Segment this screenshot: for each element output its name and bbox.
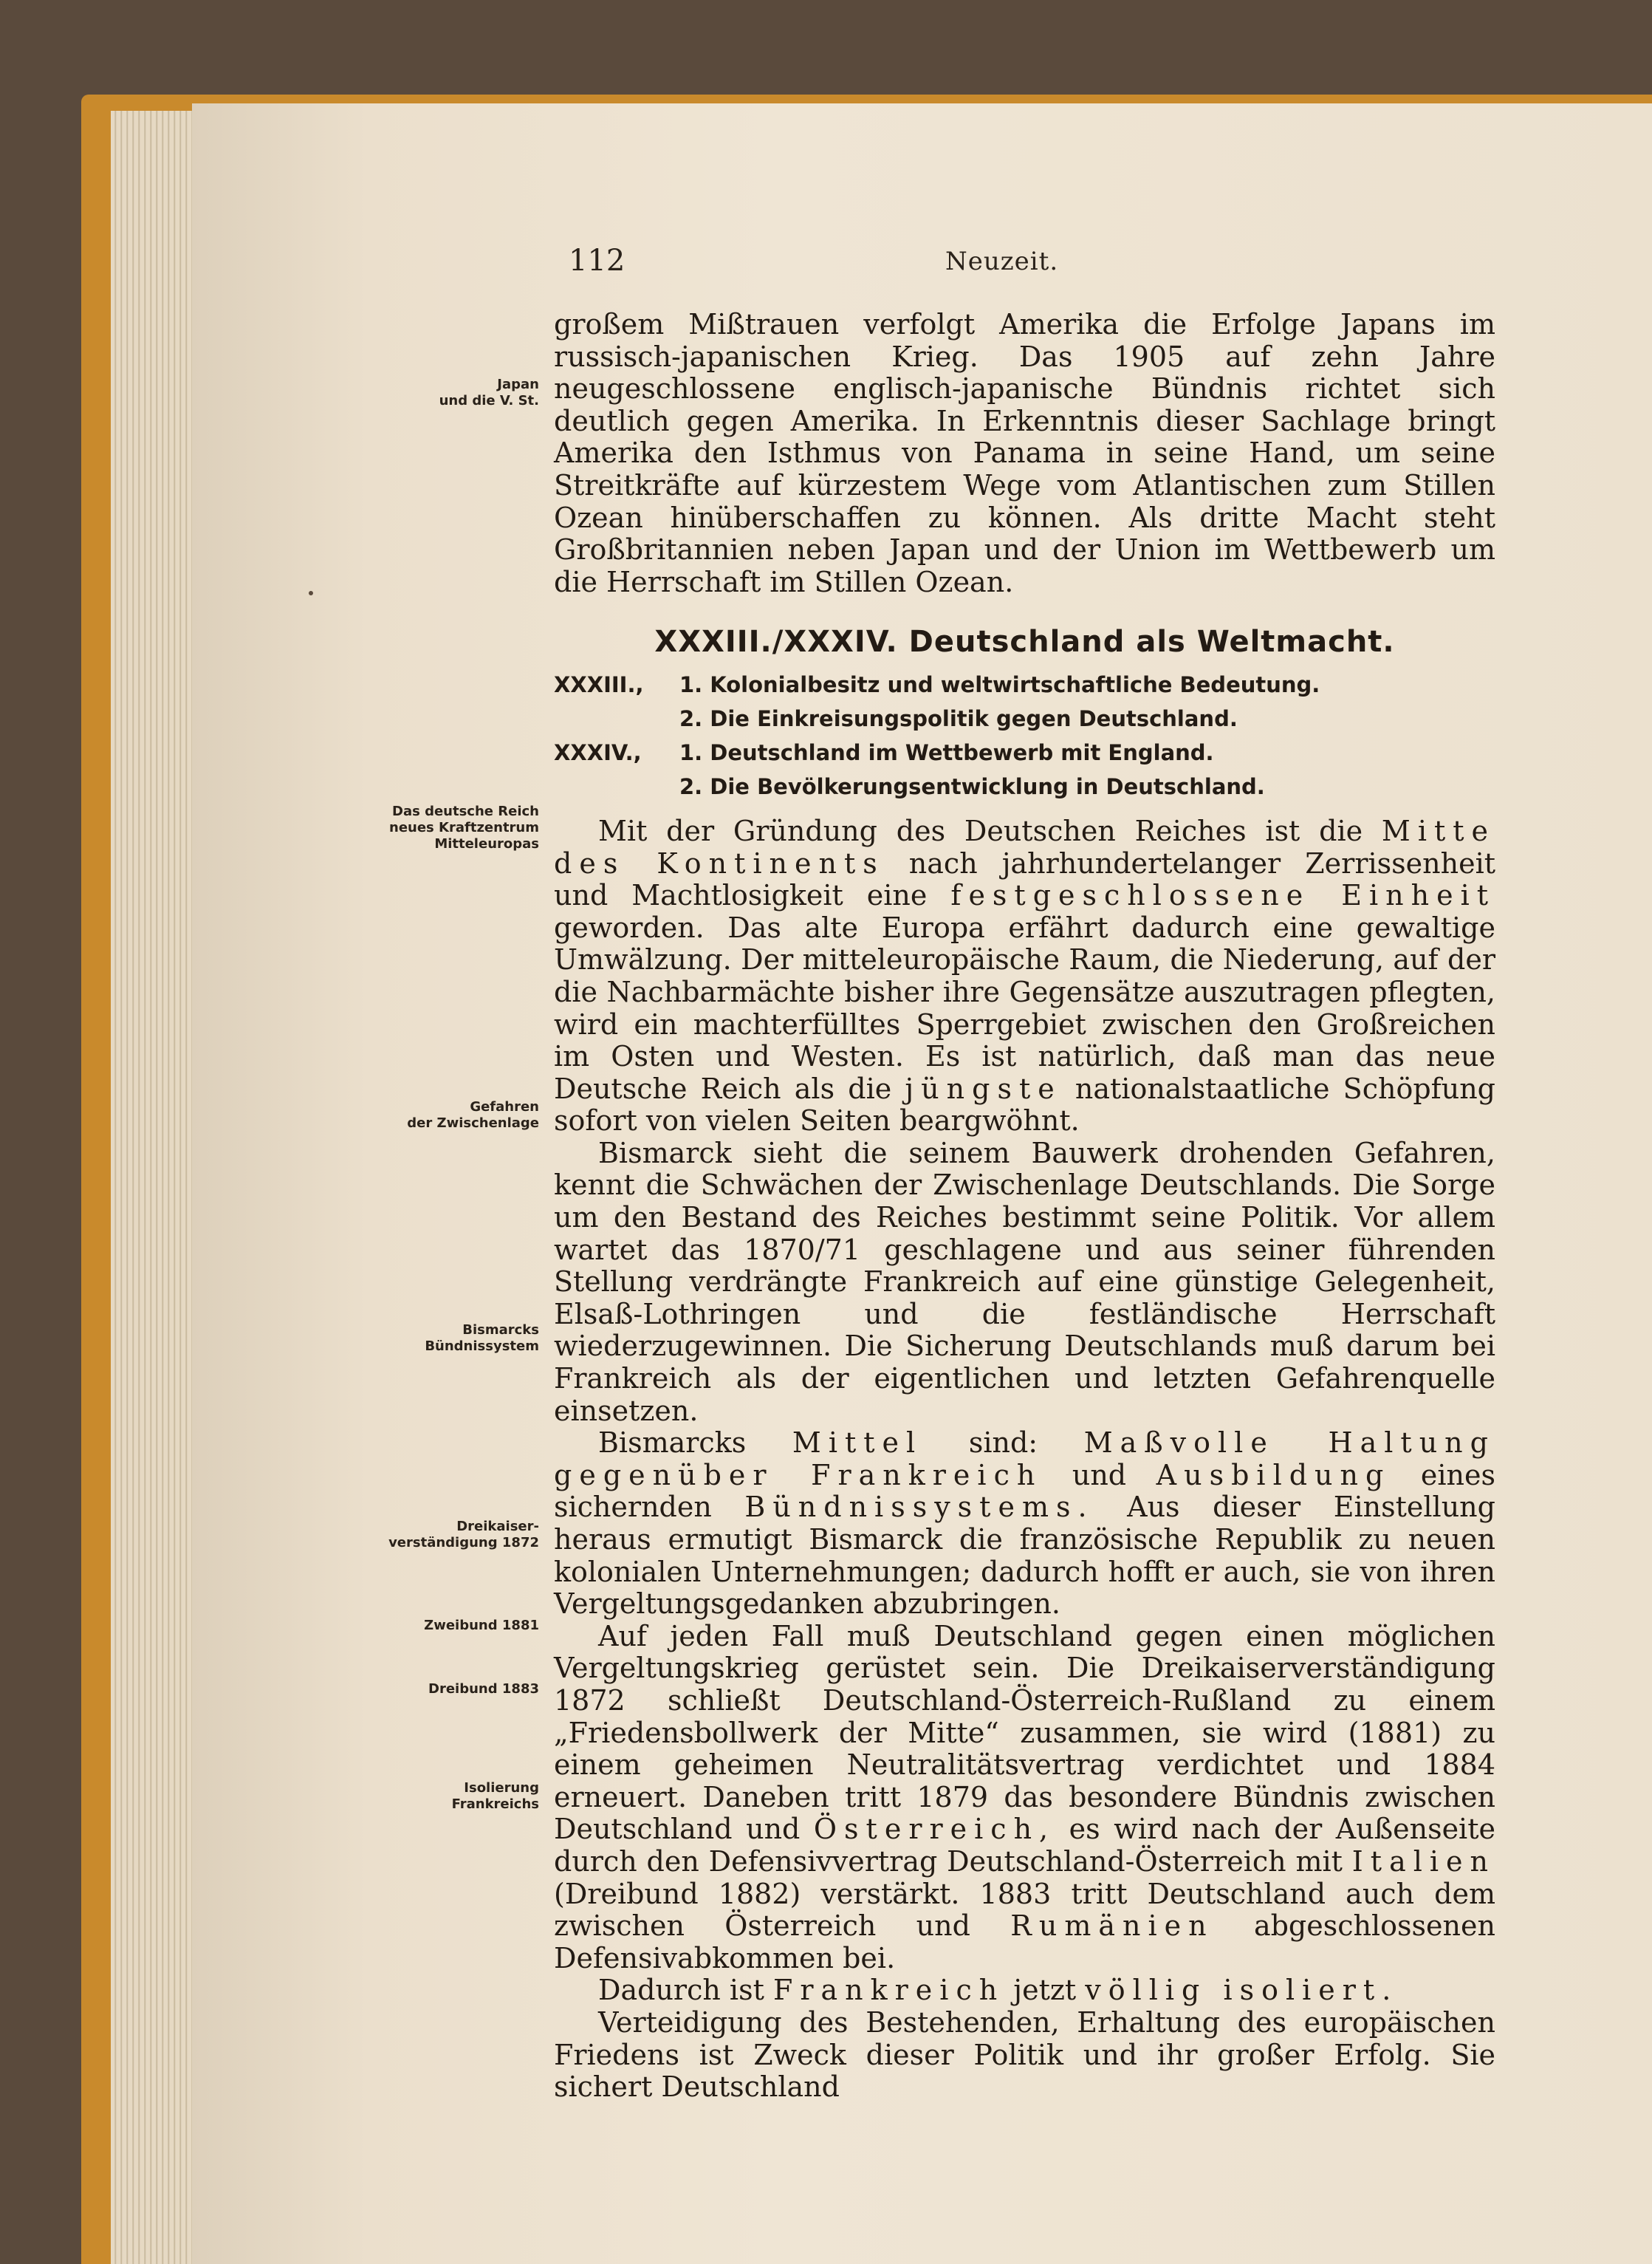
margin-note: Zweibund 1881 [424,1618,539,1633]
running-head: Neuzeit. [945,247,1059,276]
margin-note: Japan und die V. St. [439,377,539,408]
margin-note: Das deutsche Reich neues Kraftzentrum Mitteleuropas [389,804,539,852]
margin-note: Isolierung Frankreichs [451,1780,539,1812]
page-number: 112 [569,244,626,278]
chapter-contents [554,668,1495,804]
margin-note: Gefahren der Zwischenlage [407,1099,539,1131]
margin-note: Bismarcks Bündnissystem [425,1322,539,1354]
toc-row: 2. Die Einkreisungspolitik gegen Deutschland. [679,705,1238,731]
page-header [0,244,1652,281]
margin-note: Dreibund 1883 [428,1681,539,1697]
paragraph: Bismarcks Mittel sind: Maßvolle Haltung gegenüber Frankreich und Ausbildung eines sichernden Bündnissystems. Aus dieser Einstellung heraus ermutigt Bismarck die französische Republik zu neuen kolonialen Unternehmungen; dadurch hofft er auch, sie von ihren Vergeltungsgedanken abzubringen. [554,1426,1495,1621]
toc-row: XXXIV., 1. Deutschland im Wettbewerb mit England. [554,739,1214,765]
intro-paragraph: großem Mißtrauen verfolgt Amerika die Erfolge Japans im russisch-japanischen Krieg. Das 1905 auf zehn Jahre neugeschlossene englisch-japanische Bündnis richtet sich deutlich gegen Amerika. In Erkenntnis dieser Sachlage bringt Amerika den Isthmus von Panama in seine Hand, um seine Streitkräfte auf kürzestem Wege vom Atlantischen zum Stillen Ozean hinüberschaffen zu können. Als dritte Macht steht Großbritannien neben Japan und der Union im Wettbewerb um die Herrschaft im Stillen Ozean. [554,308,1495,598]
toc-row: 2. Die Bevölkerungsentwicklung in Deutschland. [679,773,1265,799]
toc-row: XXXIII., 1. Kolonialbesitz und weltwirtschaftliche Bedeutung. [554,671,1320,697]
paragraph: Mit der Gründung des Deutschen Reiches ist die Mitte des Kontinents nach jahrhundertelanger Zerrissenheit und Machtlosigkeit eine festgeschlossene Einheit geworden. Das alte Europa erfährt dadurch eine gewaltige Umwälzung. Der mitteleuropäische Raum, die Niederung, auf der die Nachbarmächte bisher ihre Gegensätze auszutragen pflegten, wird ein machterfülltes Sperrgebiet zwischen den Großreichen im Osten und Westen. Es ist natürlich, daß man das neue Deutsche Reich als die jüngste nationalstaatliche Schöpfung sofort von vielen Seiten beargwöhnt. [554,814,1495,1138]
chapter-title: XXXIII./XXXIV. Deutschland als Weltmacht. [654,625,1395,660]
margin-note: Dreikaiser- verständigung 1872 [388,1519,539,1550]
paragraph: Auf jeden Fall muß Deutschland gegen einen möglichen Vergeltungskrieg gerüstet sein. Die Dreikaiserverständigung 1872 schließt Deutschland-Österreich-Rußland zu einem „Friedensbollwerk der Mitte“ zusammen, sie wird (1881) zu einem geheimen Neutralitätsvertrag verdichtet und 1884 erneuert. Daneben tritt 1879 das besondere Bündnis zwischen Deutschland und Österreich, es wird nach der Außenseite durch den Defensivvertrag Deutschland-Österreich mit Italien (Dreibund 1882) verstärkt. 1883 tritt Deutschland auch dem zwischen Österreich und Rumänien abgeschlossenen Defensivabkommen bei. [554,1619,1495,1974]
page-edges [111,111,199,2264]
main-text [554,309,1495,2104]
paragraph: Bismarck sieht die seinem Bauwerk drohenden Gefahren, kennt die Schwächen der Zwischenlage Deutschlands. Die Sorge um den Bestand des Reiches bestimmt seine Politik. Vor allem wartet das 1870/71 geschlagene und aus seiner führenden Stellung verdrängte Frankreich auf eine günstige Gelegenheit, Elsaß-Lothringen und die festländische Herrschaft wiederzugewinnen. Die Sicherung Deutschlands muß darum bei Frankreich als der eigentlichen und letzten Gefahrenquelle einsetzen. [554,1136,1495,1427]
paragraph: Dadurch ist Frankreich jetzt völlig isoliert. [598,1974,1399,2007]
paragraph: Verteidigung des Bestehenden, Erhaltung des europäischen Friedens ist Zweck dieser Politik und ihr großer Erfolg. Sie sichert Deutschland [554,2005,1495,2104]
ink-speck [309,591,313,595]
